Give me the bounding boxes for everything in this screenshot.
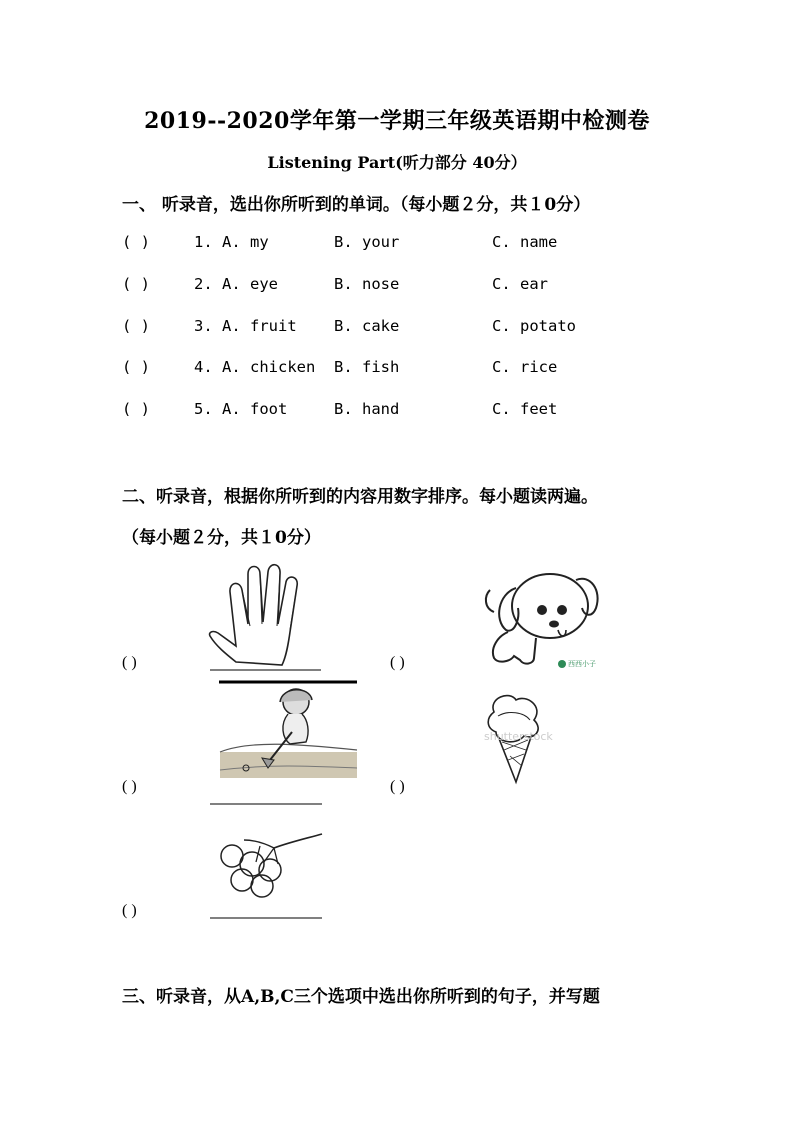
option-b: B. cake [334, 317, 400, 335]
answer-paren-dog[interactable]: ( ) [390, 654, 405, 671]
option-c: C. rice [492, 358, 558, 376]
option-a: A. fruit [222, 317, 297, 335]
digging-boy-picture [210, 680, 360, 806]
option-b: B. hand [334, 400, 400, 418]
option-a: A. eye [222, 275, 278, 293]
option-a: A. my [222, 233, 269, 251]
question-number: 1. [194, 233, 213, 251]
section3-heading: 三、听录音，从A,B,C三个选项中选出你所听到的句子，并写题 [122, 987, 600, 1007]
section1-heading: 一、 听录音，选出你所听到的单词。（每小题２分，共１0分） [122, 195, 591, 215]
answer-paren-tomatoes[interactable]: ( ) [122, 902, 137, 919]
answer-paren[interactable]: ( ) [122, 358, 150, 376]
option-c: C. name [492, 233, 558, 251]
page-title: 2019--2020学年第一学期三年级英语期中检测卷 [144, 108, 650, 134]
option-b: B. fish [334, 358, 400, 376]
hand-picture [208, 562, 323, 672]
option-b: B. your [334, 233, 400, 251]
answer-paren-ice-cream[interactable]: ( ) [390, 778, 405, 795]
option-c: C. ear [492, 275, 548, 293]
answer-paren-hand[interactable]: ( ) [122, 654, 137, 671]
dog-watermark: 西西小子 [568, 660, 596, 668]
answer-paren-digging[interactable]: ( ) [122, 778, 137, 795]
answer-paren[interactable]: ( ) [122, 317, 150, 335]
section2-heading: 二、听录音，根据你所听到的内容用数字排序。每小题读两遍。 [122, 487, 598, 507]
tomatoes-picture [210, 822, 330, 920]
answer-paren[interactable]: ( ) [122, 233, 150, 251]
option-c: C. potato [492, 317, 576, 335]
question-number: 3. [194, 317, 213, 335]
ice-cream-watermark: shutterstock [484, 730, 553, 743]
option-c: C. feet [492, 400, 558, 418]
answer-paren[interactable]: ( ) [122, 400, 150, 418]
option-b: B. nose [334, 275, 400, 293]
question-number: 5. [194, 400, 213, 418]
page-subtitle: Listening Part(听力部分 40分） [267, 153, 527, 172]
question-number: 2. [194, 275, 213, 293]
question-number: 4. [194, 358, 213, 376]
section2-subheading: （每小题２分，共１0分） [122, 528, 321, 548]
option-a: A. chicken [222, 358, 316, 376]
dog-picture [480, 568, 610, 672]
option-a: A. foot [222, 400, 288, 418]
answer-paren[interactable]: ( ) [122, 275, 150, 293]
